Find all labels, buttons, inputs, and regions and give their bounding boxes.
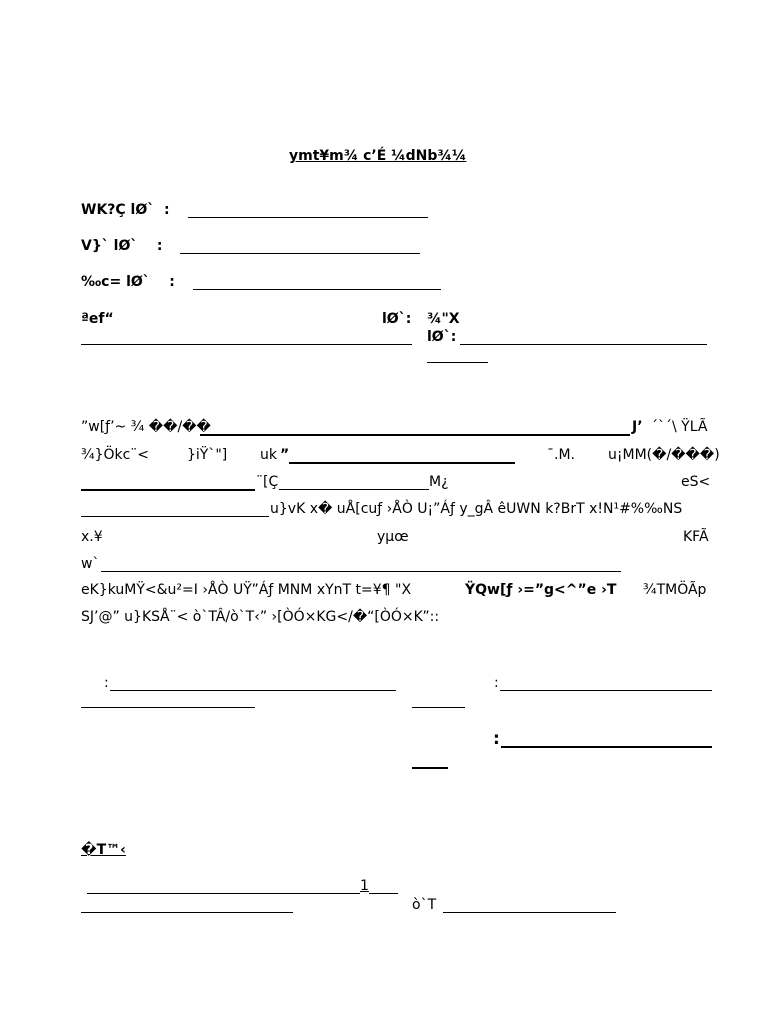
body-line3-mid: ¨[Ç [256,474,279,490]
signature-colon-3: : [493,729,500,749]
body-line7-bold: ŸQw[ƒ ›=”g<^”e ›T [465,582,617,598]
document-title: ymt¥m¾ c’É ¼dNb¾¼ [289,148,467,164]
footer-line-2[interactable] [81,912,293,913]
signature-colon-2: : [494,675,499,691]
signature-line-1[interactable] [110,690,396,691]
body-line3-right: eS< [681,474,711,490]
body-line1-left: ”w[ƒ’~ ¾ ��/�� [81,419,211,435]
footer-line-1[interactable] [87,893,360,894]
field-label-5-line2: lØ`: [427,329,457,345]
field-label-4-right: lØ`: [382,311,412,327]
body-line7-c: ¾TMÖÃp [643,582,707,598]
body-line5-b: yµœ [377,529,409,545]
body-line2-e: ¯.M. [547,447,575,463]
body-line5-a: x.¥ [81,529,103,545]
body-line7-a: eK}kuMŸ<&u²=I ›ÅÒ UŸ”Áƒ MNM xYnT t=¥¶ "X [81,582,412,598]
body-line1-bold: J’ [632,419,643,435]
body-line2-c: uk [260,447,277,463]
body-line8: SJ’@” u}KSÅ¨< ò`TÂ/ò`T‹” ›[ÒÓ×KG</�“[ÒÓ×K”:: [81,609,440,625]
field-line-5[interactable] [460,344,707,345]
body-line3-blank2[interactable] [279,489,429,490]
footer-heading: �T™‹ [81,842,126,858]
field-line-4[interactable] [81,344,412,345]
body-line2-blank[interactable] [289,462,515,464]
signature-line-2[interactable] [500,690,712,691]
body-line3-blank1[interactable] [81,489,255,491]
footer-number: 1 [360,878,369,894]
footer-right-line[interactable] [443,912,616,913]
signature-colon-1: : [104,675,109,691]
field-label-4: ªef“ [81,311,114,327]
body-line2-d: ” [280,447,290,463]
footer-right-label: ò`T [412,897,437,913]
body-line5-c: KFÃ [683,529,709,545]
field-label-1: WK?Ç lØ` : [81,202,170,218]
body-line4-blank[interactable] [81,516,269,517]
field-line-5b[interactable] [427,362,488,363]
body-line4-tail: u}vK x� uÅ[cuƒ ›ÅÒ U¡”Áƒ y_gÂ êUWN k?BrT x!N¹#%‰NS [270,501,683,517]
body-line2-f: u¡MM(�/���) [608,447,720,463]
body-line6-a: w` [81,556,100,572]
field-line-2[interactable] [180,253,420,254]
field-label-3: ‰c= lØ` : [81,274,175,290]
signature-line-3[interactable] [501,746,712,748]
body-line6-blank[interactable] [101,571,621,572]
body-line1-blank[interactable] [200,434,630,436]
body-line2-b: }iŸ`"] [187,447,228,463]
signature-line-1b[interactable] [81,707,255,708]
body-line3-mid2: M¿ [429,474,449,490]
signature-line-2b[interactable] [412,707,465,708]
field-label-2: V}` lØ` : [81,238,163,254]
body-line1-right: ´`´\ ŸLÃ [651,419,708,435]
field-label-5-line1: ¾"X [427,311,460,327]
body-line2-a: ¾}Ökc¨< [81,447,150,463]
field-line-3[interactable] [193,289,441,290]
footer-line-1b[interactable] [369,893,398,894]
signature-line-3b[interactable] [412,767,448,769]
field-line-1[interactable] [188,217,428,218]
